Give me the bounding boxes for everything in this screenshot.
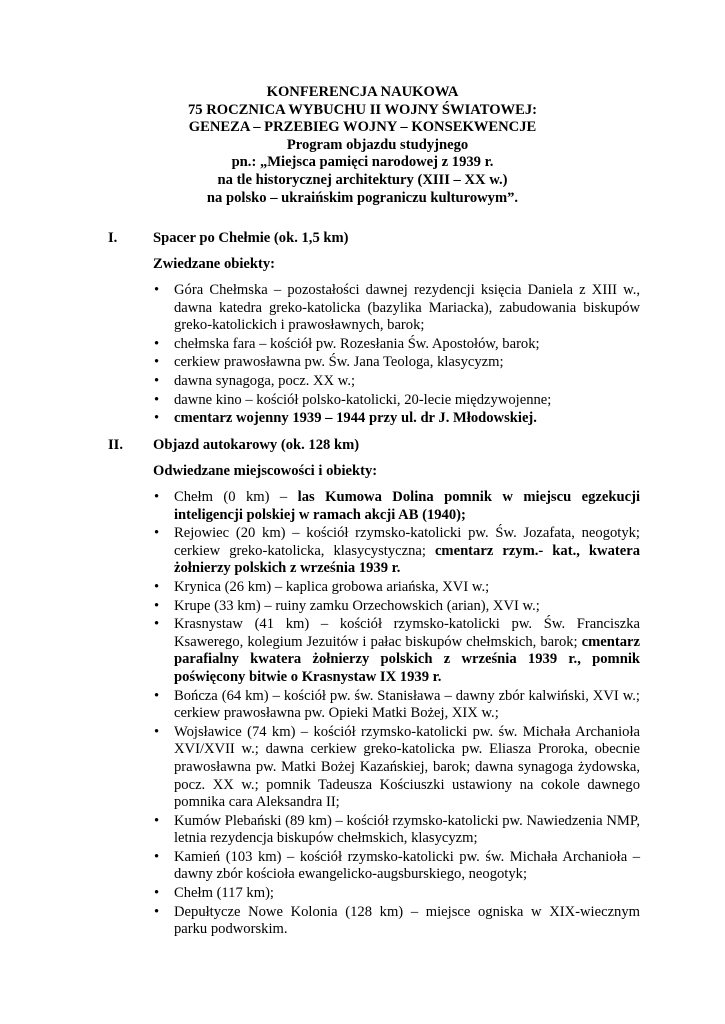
header-line-6: na tle historycznej architektury (XIII – XX w.) [217,171,508,188]
list-item [174,616,640,686]
section-1-heading [108,230,349,248]
list-item [174,885,640,903]
header-line-1: KONFERENCJA NAUKOWA [266,84,459,100]
list-item [174,410,640,428]
list-item [174,724,640,812]
section-2-title: Objazd autokarowy (ok. 128 km) [153,437,360,453]
list-item [174,598,640,616]
list-item [174,282,640,335]
list-item-text: Chełm (0 km) – [174,489,298,505]
list-item-text: Kamień (103 km) – kościół rzymsko-katolicki pw. św. Michała Archanioła – dawny zbór kościoła ewangelicko-augsburskiego, neogotyk; [174,848,640,883]
header-line-7: na polsko – ukraińskim pograniczu kulturowym”. [206,189,519,206]
list-item-text: chełmska fara – kościół pw. Rozesłania Św. Apostołów, barok; [174,335,540,352]
header-line-3: GENEZA – PRZEBIEG WOJNY – KONSEKWENCJE [188,119,537,136]
list-item-bold-text: cmentarz rzym.- kat., kwatera żołnierzy polskich z września 1939 r. [174,542,640,577]
list-item [174,579,640,597]
list-item-bold-text: las Kumowa Dolina pomnik w miejscu egzekucji inteligencji polskiej w ramach akcji AB (1940); [174,489,640,523]
header-line-5: pn.: „Miejsca pamięci narodowej z 1939 r. [231,154,494,171]
header-line-4: Program objazdu studyjnego [286,136,469,153]
list-item [174,688,640,723]
document-header [0,84,725,207]
section-2-subtitle: Odwiedzane miejscowości i obiekty: [153,463,378,479]
list-item-text: Wojsławice (74 km) – kościół rzymsko-katolicki pw. św. Michała Archanioła XVI/XVII w.; dawna cerkiew greko-katolicka pw. Eliasza Proroka, obecnie prawosławna pw. Matki Bożej Kazańskiej, barok; dawna synagoga żydowska, pocz. XX w.; pomnik Tadeusza Kościuszki ustawiony na cokole dawnego pomnika cara Aleksandra II; [174,723,640,811]
section-2-number: II. [108,437,124,453]
list-item-text: Kumów Plebański (89 km) – kościół rzymsko-katolicki pw. Nawiedzenia NMP, letnia rezydencja biskupów chełmskich, klasycyzm; [174,812,640,847]
section-1-subtitle: Zwiedzane obiekty: [153,256,276,272]
list-item-text: Bończa (64 km) – kościół pw. św. Stanisława – dawny zbór kalwiński, XVI w.; cerkiew prawosławna pw. Opieki Matki Bożej, XIX w.; [174,687,640,722]
list-item [174,904,640,939]
list-item [174,354,640,372]
list-item-text: Chełm (117 km); [174,885,274,902]
list-item [174,489,640,524]
list-item [174,525,640,578]
section-1-number: I. [108,230,118,246]
list-item [174,336,640,354]
list-item-text: cerkiew prawosławna pw. Św. Jana Teologa, klasycyzm; [174,354,504,371]
list-item [174,849,640,884]
section-2-list [174,489,640,940]
list-item [174,373,640,391]
list-item-text: Rejowiec (20 km) – kościół rzymsko-katolicki pw. Św. Jozafata, neogotyk; cerkiew greko-katolicka, klasycystyczna; [174,525,640,559]
list-item-text: Krupe (33 km) – ruiny zamku Orzechowskich (arian), XVI w.; [174,597,540,614]
list-item-text: dawne kino – kościół polsko-katolicki, 20-lecie międzywojenne; [174,391,552,408]
list-item-text: Góra Chełmska – pozostałości dawnej rezydencji księcia Daniela z XIII w., dawna katedra greko-katolicka (bazylika Mariacka), zabudowania biskupów greko-katolickich i prawosławnych, barok; [174,282,640,334]
list-item-text: cmentarz wojenny 1939 – 1944 przy ul. dr J. Młodowskiej. [174,410,537,427]
section-2-heading [108,437,359,455]
list-item-bold-text: cmentarz parafialny kwatera żołnierzy polskich z września 1939 r., pomnik poświęcony bitwie o Krasnystaw IX 1939 r. [174,633,640,685]
list-item-text: dawna synagoga, pocz. XX w.; [174,372,356,389]
list-item [174,392,640,410]
list-item-text: Krasnystaw (41 km) – kościół rzymsko-katolicki pw. Św. Franciszka Ksawerego, kolegium Jezuitów i pałac biskupów chełmskich, barok; [174,616,640,650]
section-1-title: Spacer po Chełmie (ok. 1,5 km) [153,230,349,246]
list-item-text: Depułtycze Nowe Kolonia (128 km) – miejsce ogniska w XIX-wiecznym parku podworskim. [174,903,640,938]
section-1-list [174,282,640,429]
header-line-2: 75 ROCZNICA WYBUCHU II WOJNY ŚWIATOWEJ: [187,101,538,118]
list-item [174,813,640,848]
list-item-text: Krynica (26 km) – kaplica grobowa ariańska, XVI w.; [174,578,490,595]
